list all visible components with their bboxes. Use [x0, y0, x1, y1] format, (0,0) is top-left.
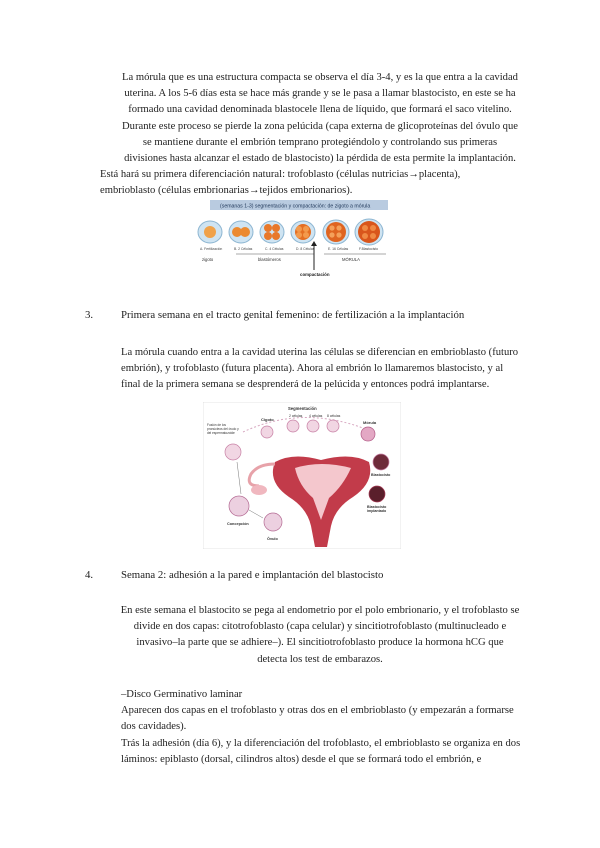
label-fusion-3: del espermatozoide: [207, 431, 235, 435]
text-line: dos cavidades).: [121, 721, 187, 733]
label-ovulo: Óvulo: [267, 537, 278, 541]
label-blastomeros: blastómeros: [258, 257, 281, 262]
text-line: se mantiene durante el embrión temprano protegiéndolo y controlando sus primeras: [142, 136, 498, 148]
text-line: formado una cavidad denominada blastocele llena de líquido, que formará el saco vitelino.: [128, 104, 512, 116]
cell-blastocyst: [355, 219, 383, 245]
paragraph-morula: [100, 70, 540, 200]
label-implantado-1: Blastocisto: [367, 505, 387, 509]
text-line: embrión), y trofoblasto (futura placenta). Ahora al embrión lo llamaremos blastocisto, y al: [121, 363, 504, 375]
cell-cigoto: [261, 426, 273, 438]
text-line: Durante este proceso se pierde la zona pelúcida (capa externa de glicoproteínas del óvulo que: [122, 120, 518, 132]
caption-e: E. 16 Células: [328, 247, 349, 251]
text-line: láminos: epiblasto (dorsal, cilindros altos) desde el que se formará todo el embrión, e: [121, 753, 482, 765]
caption-a: A. Fertilización: [200, 247, 223, 251]
figure-banner: (semanas 1-3) segmentación y compactación: de zigoto a mórula: [220, 203, 371, 210]
text-line: detecta los test de embarazos.: [257, 653, 383, 665]
paragraph-first-week: [121, 345, 541, 394]
cell-2: [287, 420, 299, 432]
caption-f: F.Blastocisto: [359, 247, 379, 251]
text-line: La mórula cuando entra a la cavidad uterina las células se diferencian en embrioblasto (futuro: [121, 347, 519, 358]
text-line: La mórula que es una estructura compacta se observa el día 3-4, y es la que entra a la cavidad: [122, 72, 518, 83]
caption-c: C. 4 Células: [265, 247, 284, 251]
cell-4: [307, 420, 319, 432]
text-line: divisiones hasta alcanzar el estado de blastocisto) la pérdida de esta permite la implantación.: [124, 153, 516, 165]
cell-8: [327, 420, 339, 432]
label-morula: Mórula: [363, 420, 377, 425]
paragraph-disco-germinativo: [121, 687, 541, 768]
label-compactacion: compactación: [300, 272, 330, 277]
text-line: invasivo–la parte que se adhiere–). El sincitiotrofoblasto produce la hormona hCG que: [136, 637, 504, 649]
label-4-cells: 4 células: [309, 414, 323, 418]
cell-16: [323, 220, 349, 244]
text-line: uterina. A los 5-6 días esta se hace más grande y se le pasa a llamar blastocisto, en este se ha: [124, 88, 516, 100]
caption-b: B. 2 Células: [234, 247, 253, 251]
text-line: Aparecen dos capas en el trofoblasto y otras dos en el embrioblasto (y empezarán a formarse: [121, 705, 514, 717]
section-title: Semana 2: adhesión a la pared e implantación del blastocisto: [121, 569, 384, 581]
text-line: En este semana el blastocito se pega al endometrio por el polo embrionario, y el trofoblasto se: [120, 605, 520, 616]
cell-zygote: [198, 221, 222, 243]
cell-morula: [361, 427, 375, 441]
section-number: 3.: [85, 309, 94, 321]
ovary: [251, 485, 267, 495]
label-fusion-2: pronúcleos del óvulo y: [207, 427, 239, 431]
cell-ovulo: [264, 513, 282, 531]
label-2-cells: 2 células: [289, 414, 303, 418]
cell-concepcion: [229, 496, 249, 516]
figure-segmentation: [196, 200, 390, 278]
text-line: final de la primera semana se desprenderá de la pelúcida y entonces podrá implantarse.: [121, 379, 490, 391]
text-line: embrioblasto (células embrionarias→tejidos embrionarios).: [100, 185, 353, 197]
label-implantado-2: implantado: [367, 509, 387, 513]
text-line: Trás la adhesión (día 6), y la diferenciación del trofoblasto, el embrioblasto se organiza en dos: [121, 737, 521, 749]
text-line: divide en dos capas: citotrofoblasto (capa celular) y sincitiotrofoblasto (multinucleado e: [133, 621, 507, 633]
label-fusion-1: Fusión de los: [207, 423, 226, 427]
label-concepcion: Concepción: [227, 522, 249, 526]
arrow-head-icon: [311, 241, 317, 246]
cell-2: [229, 221, 253, 243]
label-morula: MÓRULA: [342, 257, 360, 262]
label-zigoto: zigoto: [202, 257, 214, 262]
cell-4: [260, 221, 284, 243]
label-segmentacion: Segmentación: [288, 406, 317, 411]
section-number: 4.: [85, 569, 94, 581]
label-cigoto: Cigoto: [261, 417, 274, 422]
cell-8: [291, 221, 315, 243]
caption-d: D. 8 Células: [296, 247, 315, 251]
section-title: Primera semana en el tracto genital femenino: de fertilización a la implantación: [121, 309, 465, 321]
cell-fusion: [225, 444, 241, 460]
text-line: –Disco Germinativo laminar: [121, 689, 243, 700]
figure-first-week: [203, 402, 401, 549]
label-blastocisto: Blastocisto: [371, 473, 391, 477]
text-line: Está hará su primera diferenciación natural: trofoblasto (células nutricias→placenta),: [100, 169, 461, 181]
label-8-cells: 8 células: [327, 414, 341, 418]
paragraph-week-two: [110, 603, 530, 668]
cell-blastocisto: [373, 454, 389, 470]
cell-implantado: [369, 486, 385, 502]
